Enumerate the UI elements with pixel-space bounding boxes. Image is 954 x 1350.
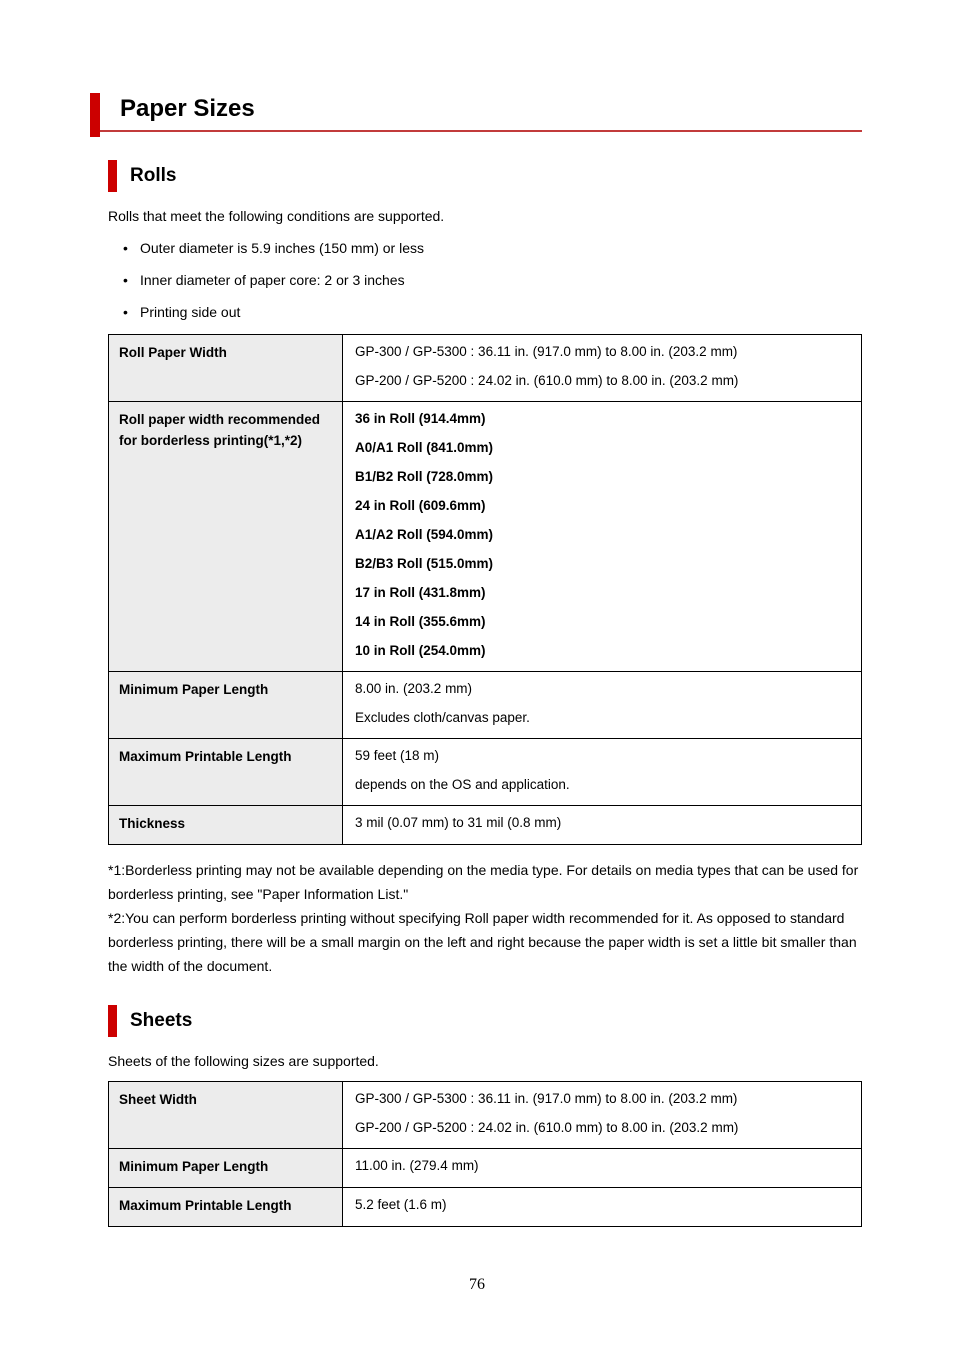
- sheets-spec-table: [108, 1081, 862, 1227]
- row-value: [343, 1149, 862, 1188]
- bullet-item: • Printing side out: [108, 302, 862, 322]
- row-value: [343, 806, 862, 845]
- rolls-spec-table: [108, 334, 862, 845]
- value-line: GP-300 / GP-5300 : 36.11 in. (917.0 mm) to 8.00 in. (203.2 mm): [355, 344, 738, 359]
- table-row: [109, 402, 862, 672]
- rolls-footnotes: [108, 858, 862, 978]
- row-label: Minimum Paper Length: [109, 1149, 343, 1188]
- section-sheets: [108, 1005, 862, 1227]
- sheets-heading: Sheets: [130, 1010, 193, 1031]
- title-accent-bar: [90, 93, 100, 137]
- value-line: 11.00 in. (279.4 mm): [355, 1158, 479, 1173]
- value-line: A1/A2 Roll (594.0mm): [355, 527, 494, 542]
- row-label: Roll Paper Width: [109, 335, 343, 402]
- table-row: [109, 1082, 862, 1149]
- row-label: Maximum Printable Length: [109, 739, 343, 806]
- sheets-intro: Sheets of the following sizes are supported.: [108, 1053, 379, 1069]
- bullet-item: • Inner diameter of paper core: 2 or 3 inches: [108, 270, 862, 290]
- value-line: GP-200 / GP-5200 : 24.02 in. (610.0 mm) to 8.00 in. (203.2 mm): [355, 1120, 739, 1135]
- content-column: [108, 133, 862, 1227]
- bullet-item: • Outer diameter is 5.9 inches (150 mm) or less: [108, 238, 862, 258]
- rolls-heading: Rolls: [130, 165, 177, 186]
- row-label: Maximum Printable Length: [109, 1188, 343, 1227]
- value-line: Excludes cloth/canvas paper.: [355, 710, 530, 725]
- value-line: A0/A1 Roll (841.0mm): [355, 440, 494, 455]
- value-line: 3 mil (0.07 mm) to 31 mil (0.8 mm): [355, 815, 562, 830]
- table-row: [109, 806, 862, 845]
- value-line: 14 in Roll (355.6mm): [355, 614, 486, 629]
- row-label: Thickness: [109, 806, 343, 845]
- sheets-accent-bar: [108, 1005, 117, 1037]
- row-value: [343, 402, 862, 672]
- rolls-accent-bar: [108, 160, 117, 192]
- row-label: Minimum Paper Length: [109, 672, 343, 739]
- row-value: [343, 1188, 862, 1227]
- value-line: GP-300 / GP-5300 : 36.11 in. (917.0 mm) to 8.00 in. (203.2 mm): [355, 1091, 738, 1106]
- value-line: 10 in Roll (254.0mm): [355, 643, 486, 658]
- value-line: B1/B2 Roll (728.0mm): [355, 469, 494, 484]
- table-row: [109, 1188, 862, 1227]
- row-value: [343, 739, 862, 806]
- table-row: [109, 335, 862, 402]
- value-line: 8.00 in. (203.2 mm): [355, 681, 473, 696]
- row-label: Roll paper width recommended for borderless printing(*1,*2): [109, 402, 343, 672]
- value-line: 59 feet (18 m): [355, 748, 440, 763]
- table-row: [109, 739, 862, 806]
- sheets-heading-block: [108, 1005, 862, 1037]
- value-line: depends on the OS and application.: [355, 777, 570, 792]
- value-line: 5.2 feet (1.6 m): [355, 1197, 447, 1212]
- title-block: [90, 93, 862, 132]
- value-line: 24 in Roll (609.6mm): [355, 498, 486, 513]
- rolls-intro: Rolls that meet the following conditions are supported.: [108, 208, 445, 224]
- value-line: 17 in Roll (431.8mm): [355, 585, 486, 600]
- page-title: Paper Sizes: [120, 95, 255, 122]
- section-rolls: [108, 160, 862, 978]
- table-row: [109, 672, 862, 739]
- value-line: 36 in Roll (914.4mm): [355, 411, 486, 426]
- value-line: B2/B3 Roll (515.0mm): [355, 556, 494, 571]
- footnote: *1:Borderless printing may not be available depending on the media type. For details on media types that can be used for borderless printing, see "Paper Information List.": [108, 862, 859, 902]
- page-number: 76: [469, 1276, 485, 1293]
- value-line: GP-200 / GP-5200 : 24.02 in. (610.0 mm) to 8.00 in. (203.2 mm): [355, 373, 739, 388]
- row-value: [343, 672, 862, 739]
- row-label: Sheet Width: [109, 1082, 343, 1149]
- footnote: *2:You can perform borderless printing without specifying Roll paper width recommended for it. As opposed to standard borderless printing, there will be a small margin on the left and right because the paper width is set a little bit smaller than the width of the document.: [108, 910, 857, 974]
- rolls-heading-block: [108, 160, 862, 192]
- row-value: [343, 335, 862, 402]
- row-value: [343, 1082, 862, 1149]
- table-row: [109, 1149, 862, 1188]
- rolls-bullet-list: [108, 238, 862, 322]
